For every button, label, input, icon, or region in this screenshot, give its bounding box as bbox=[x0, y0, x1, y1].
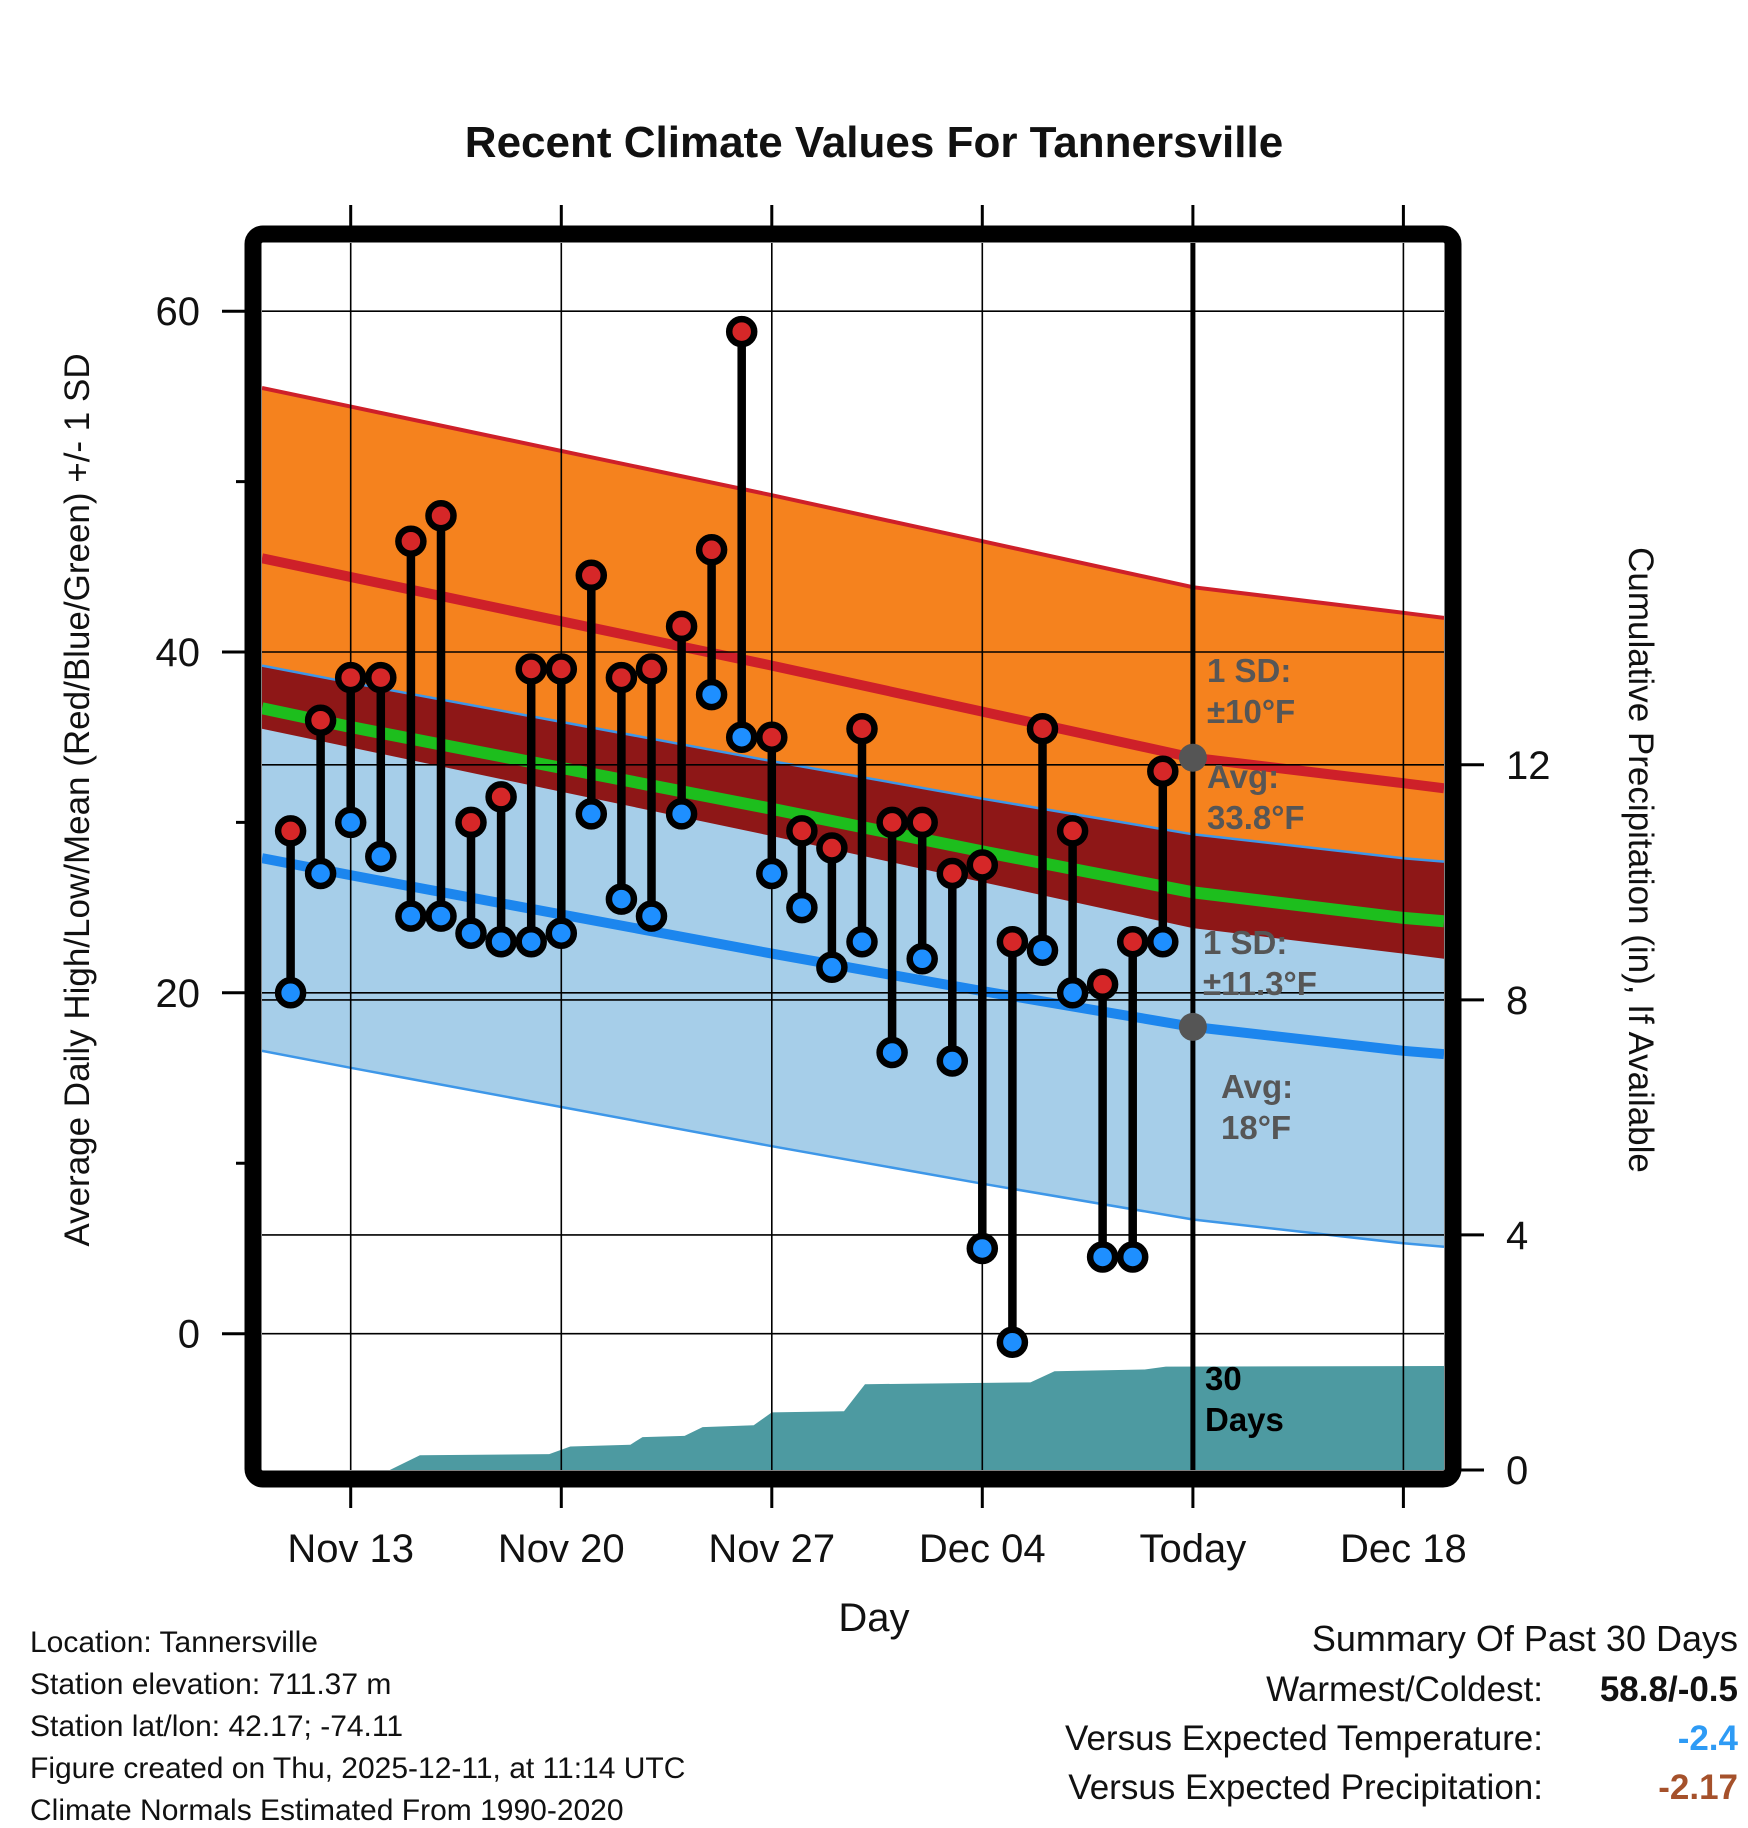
y-left-tick-label: 20 bbox=[155, 971, 200, 1016]
summary-label-warmest-coldest: Warmest/Coldest: bbox=[1266, 1670, 1543, 1709]
x-tick-label: Nov 13 bbox=[287, 1527, 415, 1571]
x-tick-label: Today bbox=[1139, 1527, 1247, 1571]
annotation-low-sd-label: 1 SD: bbox=[1203, 924, 1288, 961]
footer-latlon: Station lat/lon: 42.17; -74.11 bbox=[30, 1710, 404, 1743]
annotation-low-avg-label: Avg: bbox=[1221, 1068, 1294, 1105]
y-axis-right-label: Cumulative Precipitation (in), If Available bbox=[1621, 547, 1660, 1173]
annotation-high-avg-value: 33.8°F bbox=[1207, 799, 1305, 836]
summary-value-vs-temperature: -2.4 bbox=[1677, 1719, 1738, 1758]
annotation-low-avg bbox=[1221, 1066, 1293, 1148]
annotation-low-sd-value: ±11.3°F bbox=[1203, 965, 1317, 1002]
summary-row-vs-temperature bbox=[978, 1719, 1738, 1759]
annotation-high-avg bbox=[1207, 756, 1305, 838]
summary-value-vs-precipitation: -2.17 bbox=[1658, 1768, 1738, 1807]
y-left-tick-label: 0 bbox=[177, 1312, 200, 1357]
x-tick-label: Nov 27 bbox=[708, 1527, 836, 1571]
annotation-low-sd bbox=[1203, 922, 1317, 1004]
x-tick-label: Dec 18 bbox=[1340, 1527, 1467, 1571]
summary-title: Summary Of Past 30 Days bbox=[1311, 1618, 1738, 1659]
y-left-tick-label: 40 bbox=[155, 631, 200, 675]
y-right-tick-label: 0 bbox=[1506, 1449, 1529, 1493]
annotation-high-sd-value: ±10°F bbox=[1207, 693, 1296, 730]
y-right-tick-label: 8 bbox=[1506, 978, 1529, 1023]
summary-row-warmest-coldest bbox=[978, 1670, 1738, 1710]
x-tick-label: Nov 20 bbox=[497, 1527, 625, 1571]
chart-title: Recent Climate Values For Tannersville bbox=[464, 118, 1284, 167]
summary-label-vs-precipitation: Versus Expected Precipitation: bbox=[1068, 1768, 1543, 1807]
today-low-avg-marker bbox=[1179, 1013, 1207, 1041]
annotation-low-avg-value: 18°F bbox=[1221, 1109, 1292, 1146]
station-footer bbox=[30, 1622, 685, 1828]
x-axis-label: Day bbox=[838, 1596, 910, 1640]
annotation-30-days-line2: Days bbox=[1205, 1401, 1284, 1438]
summary-panel bbox=[978, 1618, 1738, 1817]
y-axis-left-label: Average Daily High/Low/Mean (Red/Blue/Green) +/- 1 SD bbox=[58, 353, 97, 1247]
annotation-30-days-line1: 30 bbox=[1205, 1360, 1242, 1397]
annotation-high-sd bbox=[1207, 650, 1295, 732]
annotation-30-days bbox=[1205, 1358, 1284, 1440]
y-right-tick-label: 12 bbox=[1506, 743, 1551, 788]
footer-elevation: Station elevation: 711.37 m bbox=[30, 1668, 392, 1701]
annotation-high-avg-label: Avg: bbox=[1207, 758, 1280, 795]
summary-row-vs-precipitation bbox=[978, 1768, 1738, 1808]
summary-label-vs-temperature: Versus Expected Temperature: bbox=[1065, 1719, 1543, 1758]
annotation-high-sd-label: 1 SD: bbox=[1207, 652, 1292, 689]
footer-normals: Climate Normals Estimated From 1990-2020 bbox=[30, 1794, 624, 1827]
footer-location: Location: Tannersville bbox=[30, 1626, 318, 1659]
summary-value-warmest-coldest: 58.8/-0.5 bbox=[1599, 1670, 1738, 1709]
cumulative-precip-area bbox=[390, 1366, 1444, 1470]
y-right-tick-label: 4 bbox=[1506, 1213, 1529, 1258]
today-high-avg-marker bbox=[1179, 744, 1207, 772]
y-left-tick-label: 60 bbox=[155, 290, 200, 335]
x-tick-label: Dec 04 bbox=[918, 1527, 1046, 1571]
footer-created: Figure created on Thu, 2025-12-11, at 11:14 UTC bbox=[30, 1752, 686, 1785]
